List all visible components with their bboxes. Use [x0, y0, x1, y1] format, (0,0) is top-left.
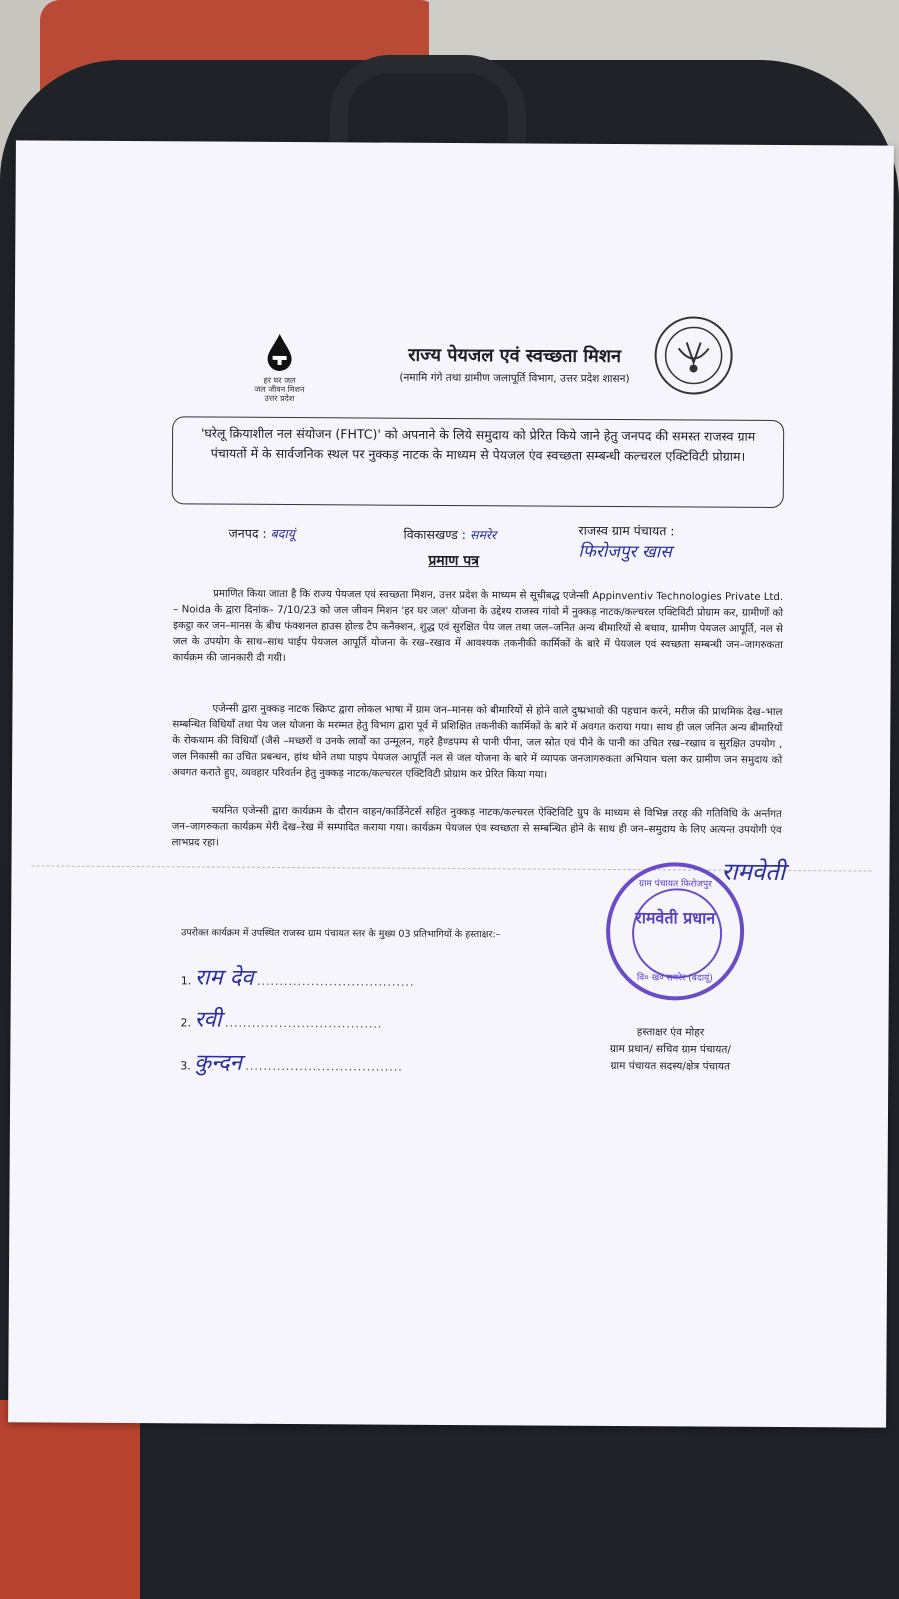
program-description: 'घरेलू क्रियाशील नल संयोजन (FHTC)' को अपनाने के लिये समुदाय को प्रेरित किये जाने हेतु जनपद की समस्त राजस्व ग्राम पंचायतों में के सार्वजनिक स्थल पर नुक्कड़ नाटक के माध्यम से पेयजल एंव स्वच्छता सम्बन्धी कल्चरल एक्टिविटी प्रोग्राम।	[200, 425, 756, 464]
signature-name: राम देव	[194, 965, 254, 991]
certificate-paragraph-1: प्रमाणित किया जाता है कि राज्य पेयजल एवं स्वच्छता मिशन, उत्तर प्रदेश के माध्यम से सूचीबद्ध एजेन्सी Appinventiv Technologies Private Ltd. – Noida के द्वारा दिनांक– 7/10/23 को जल जीवन मिशन 'हर घर जल' योजना के उद्देश्य राजस्व गांवो में नुक्कड़ नाटक/कल्चरल एक्टिविटी प्रोग्राम कर, ग्रामीणों को इकट्ठा कर जन–मानस के बीच फंक्शनल हाउस होल्ड टैप कनैक्शन, शुद्ध एवं सुरक्षित पेय जल तथा जल–जनित अन्य बीमारियों से बचाव, ग्रामीण पेयजल आपूर्ति, नल से जल के उपयोग के साथ–साथ पाईप पेयजल आपूर्ति योजना के रख–रखाव में आवश्यक तकनीकी कार्मिकों के बारे में पेयजल एवं स्वच्छता सम्बन्धी जन–जागरुकता कार्यक्रम की जानकारी दी गयी।	[172, 588, 784, 664]
footer-line-2: ग्राम प्रधान/ सचिव ग्राम पंचायत/	[609, 1042, 731, 1056]
representatives-heading: उपरोक्त कार्यक्रम में उपस्थित राजस्व ग्राम पंचायत स्तर के मुख्य 03 प्रतिभागियों के हस्ताक्षर:–	[181, 927, 501, 941]
representative-signature-1	[181, 961, 415, 992]
gram-panchayat-label: राजस्व ग्राम पंचायत :	[578, 522, 675, 539]
pradhan-signature: रामवेती	[721, 857, 786, 887]
signature-number: 2.	[180, 1016, 192, 1030]
signature-dots: ...................................	[257, 974, 415, 989]
signature-name: कुन्दन	[194, 1050, 242, 1076]
representative-signature-3	[180, 1046, 403, 1077]
representative-signature-2	[180, 1003, 382, 1034]
vikas-khand-label: विकासखण्ड :	[403, 526, 467, 543]
janpad-field	[228, 525, 294, 542]
signature-number: 3.	[180, 1059, 191, 1073]
vikas-khand-value: समरेर	[469, 527, 497, 543]
jal-jeevan-logo	[239, 332, 319, 403]
footer-line-1: हस्ताक्षर एंव मोहर	[636, 1026, 705, 1039]
signature-number: 1.	[180, 974, 192, 988]
stamp-inner-circle	[632, 888, 723, 979]
logo-tagline-1: हर घर जल	[263, 375, 296, 386]
signature-dots: ...................................	[224, 1016, 383, 1031]
vikas-khand-field	[403, 526, 496, 544]
background-cloth-red-bottom	[0, 1400, 140, 1599]
up-government-seal-icon	[654, 316, 732, 394]
logo-tagline-2: जल जीवन मिशन	[254, 384, 305, 395]
janpad-label: जनपद :	[228, 525, 267, 541]
janpad-value: बदायूं	[270, 525, 295, 542]
page-title: राज्य पेयजल एवं स्वच्छता मिशन	[408, 344, 622, 368]
gram-panchayat-field	[578, 522, 674, 563]
stamp-ring-top: ग्राम पंचायत फिरोजपुर	[638, 879, 712, 890]
stamp-center: रामवेती प्रधान	[635, 908, 716, 928]
gram-panchayat-value: फिरोजपुर खास	[578, 541, 672, 563]
water-drop-icon	[264, 332, 296, 372]
certificate-paragraph-2: एजेन्सी द्वारा नुक्कड़ नाटक स्क्रिप्ट द्वारा लोकल भाषा में ग्राम जन–मानस को बीमारियों से होने वाले दुष्प्रभावो की पहचान करने, मरीज की प्राथमिक देख–भाल सम्बन्धित विधियाँ तथा पेय जल योजना के मरम्मत हेतु विभाग द्वारा पूर्व में प्रशिक्षित तकनीकी कार्मिकों के बारे में अवगत कराया गया। साथ ही जल जनित अन्य बीमारियों के रोकथाम की विधियाँ (जैसे –मच्छरों व उनके लार्वों का उन्मूलन, गहरे हैण्डपम्प से पानी पीना, जल स्रोत एवं पीने के पानी का उचित रख–रखाव व सुरक्षित उपयोग , जल निकासी का उचित प्रबन्धन, हांथ धोने तथा पाइप पेयजल आपूर्ति नल से जल योजना के बारे में व्यापक जनजागरुकता अभियान चला कर ग्रामीण जन समुदाय को अवगत कराते हुए, व्यवहार परिवर्तन हेतु नुक्कड़ नाटक/कल्चरल एक्टिविटी प्रोग्राम कर प्रेरित किया गया।	[172, 703, 783, 781]
logo-tagline-3: उत्तर प्रदेश	[264, 393, 295, 404]
footer-line-3: ग्राम पंचायत सदस्य/क्षेत्र पंचायत	[610, 1059, 731, 1073]
signature-dots: ...................................	[245, 1059, 403, 1074]
certificate-paragraph-3: चयनित एजेन्सी द्वारा कार्यक्रम के दौरान वाहन/कार्डिनेटर्स सहित नुक्कड़ नाटक/कल्चरल ऐक्टिविटि ग्रुप के माध्यम से विभिन्न तरह की गतिविधि के अर्न्तगत जन–जागरुकता कार्यक्रम मेरी देख–रेख में सम्पादित कराया गया। कार्यक्रम पेयजल एंव स्वच्छता से सम्बन्धित होने के साथ ही जन–समुदाय के लिए अत्यन्त उपयोगी एंव लाभप्रद रहा।	[171, 805, 782, 849]
certificate-document	[8, 140, 894, 1427]
signature-name: रवी	[194, 1007, 222, 1033]
page-subtitle: (नमामि गंगे तथा ग्रामीण जलापूर्ति विभाग, उत्तर प्रदेश शासन)	[399, 371, 630, 386]
signature-caption	[570, 1024, 770, 1076]
emblem-icon	[656, 318, 730, 392]
certificate-heading: प्रमाण पत्र	[428, 552, 480, 570]
program-description-box	[172, 416, 785, 508]
stamp-ring-bottom: वि० ख० समरेर (बदायूं)	[636, 973, 713, 984]
